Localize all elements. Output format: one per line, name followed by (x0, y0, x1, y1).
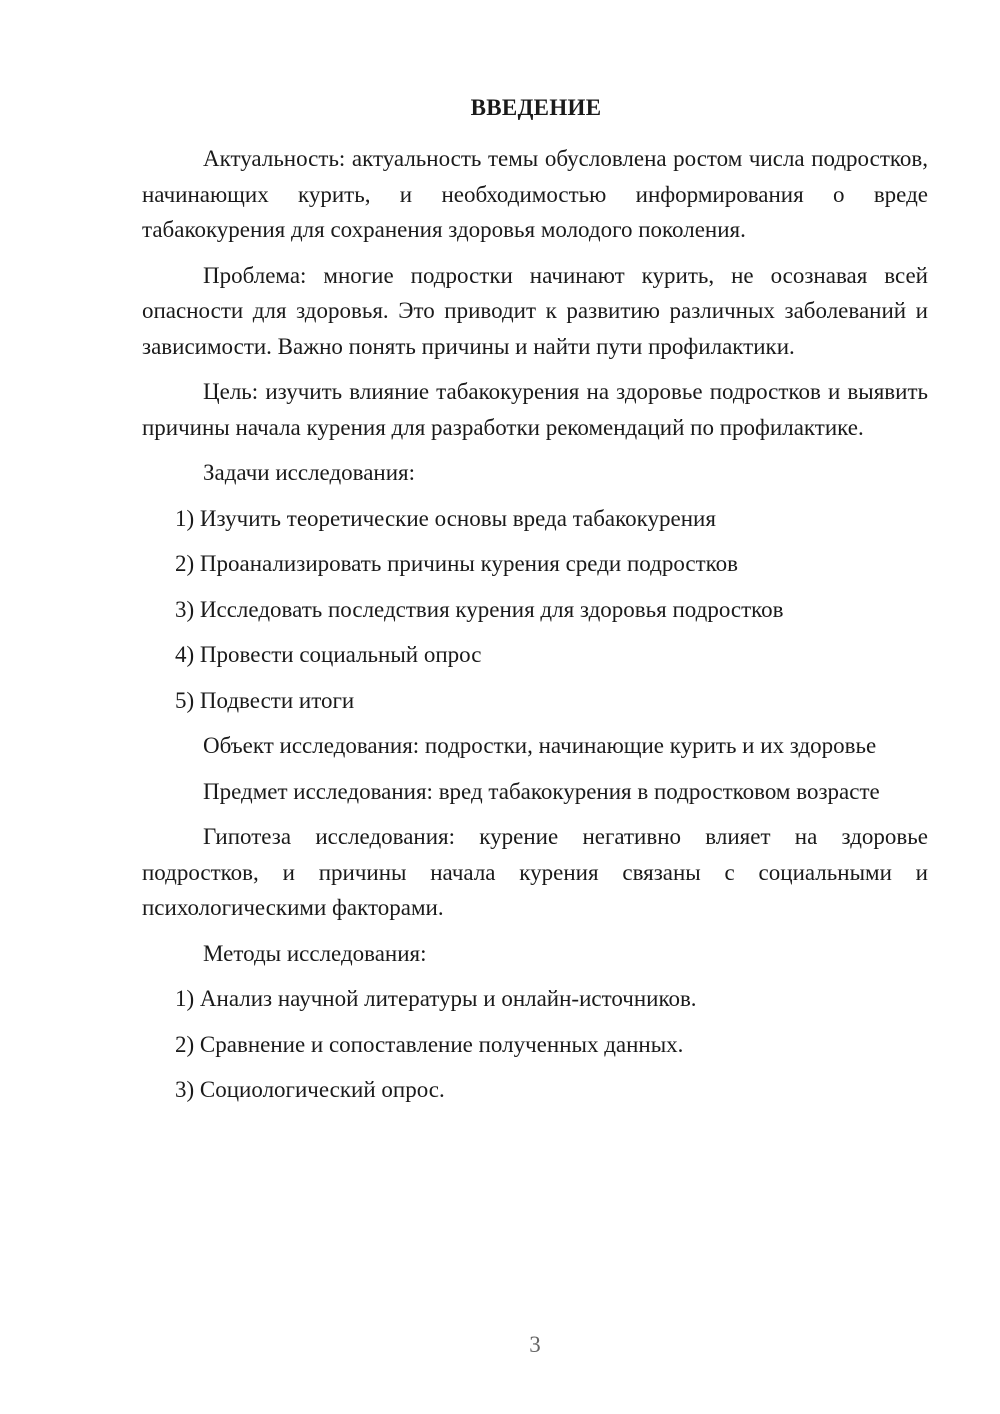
method-item-1: 1) Анализ научной литературы и онлайн-источников. (175, 986, 697, 1011)
paragraph-hypothesis: Гипотеза исследования: курение негативно влияет на здоровье подростков, и причины начала курения связаны с социальными и психологическими факторами. (142, 824, 928, 920)
paragraph-object: Объект исследования: подростки, начинающие курить и их здоровье (203, 733, 877, 758)
task-item-3: 3) Исследовать последствия курения для здоровья подростков (175, 596, 784, 622)
task-item-5: 5) Подвести итоги (175, 687, 355, 713)
methods-title: Методы исследования: (203, 940, 427, 966)
method-item-3: 3) Социологический опрос. (175, 1077, 445, 1102)
task-item-4: 4) Провести социальный опрос (175, 642, 482, 667)
paragraph-goal: Цель: изучить влияние табакокурения на здоровье подростков и выявить причины начала курения для разработки рекомендаций по профилактике. (142, 379, 928, 440)
tasks-title: Задачи исследования: (203, 460, 416, 485)
paragraph-subject: Предмет исследования: вред табакокурения в подростковом возрасте (203, 778, 880, 804)
document-body (142, 141, 928, 1118)
section-heading: ВВЕДЕНИЕ (470, 95, 602, 120)
page-number: 3 (529, 1332, 541, 1357)
task-item-2: 2) Проанализировать причины курения среди подростков (175, 551, 739, 576)
method-item-2: 2) Сравнение и сопоставление полученных данных. (175, 1031, 684, 1057)
task-item-1: 1) Изучить теоретические основы вреда табакокурения (175, 505, 716, 531)
paragraph-problem: Проблема: многие подростки начинают курить, не осознавая всей опасности для здоровья. Это приводит к развитию различных заболеваний и зависимости. Важно понять причины и найти пути профилактики. (142, 262, 928, 359)
paragraph-relevance: Актуальность: актуальность темы обусловлена ростом числа подростков, начинающих курить, и необходимостью информирования о вреде табакокурения для сохранения здоровья молодого поколения. (142, 146, 928, 242)
